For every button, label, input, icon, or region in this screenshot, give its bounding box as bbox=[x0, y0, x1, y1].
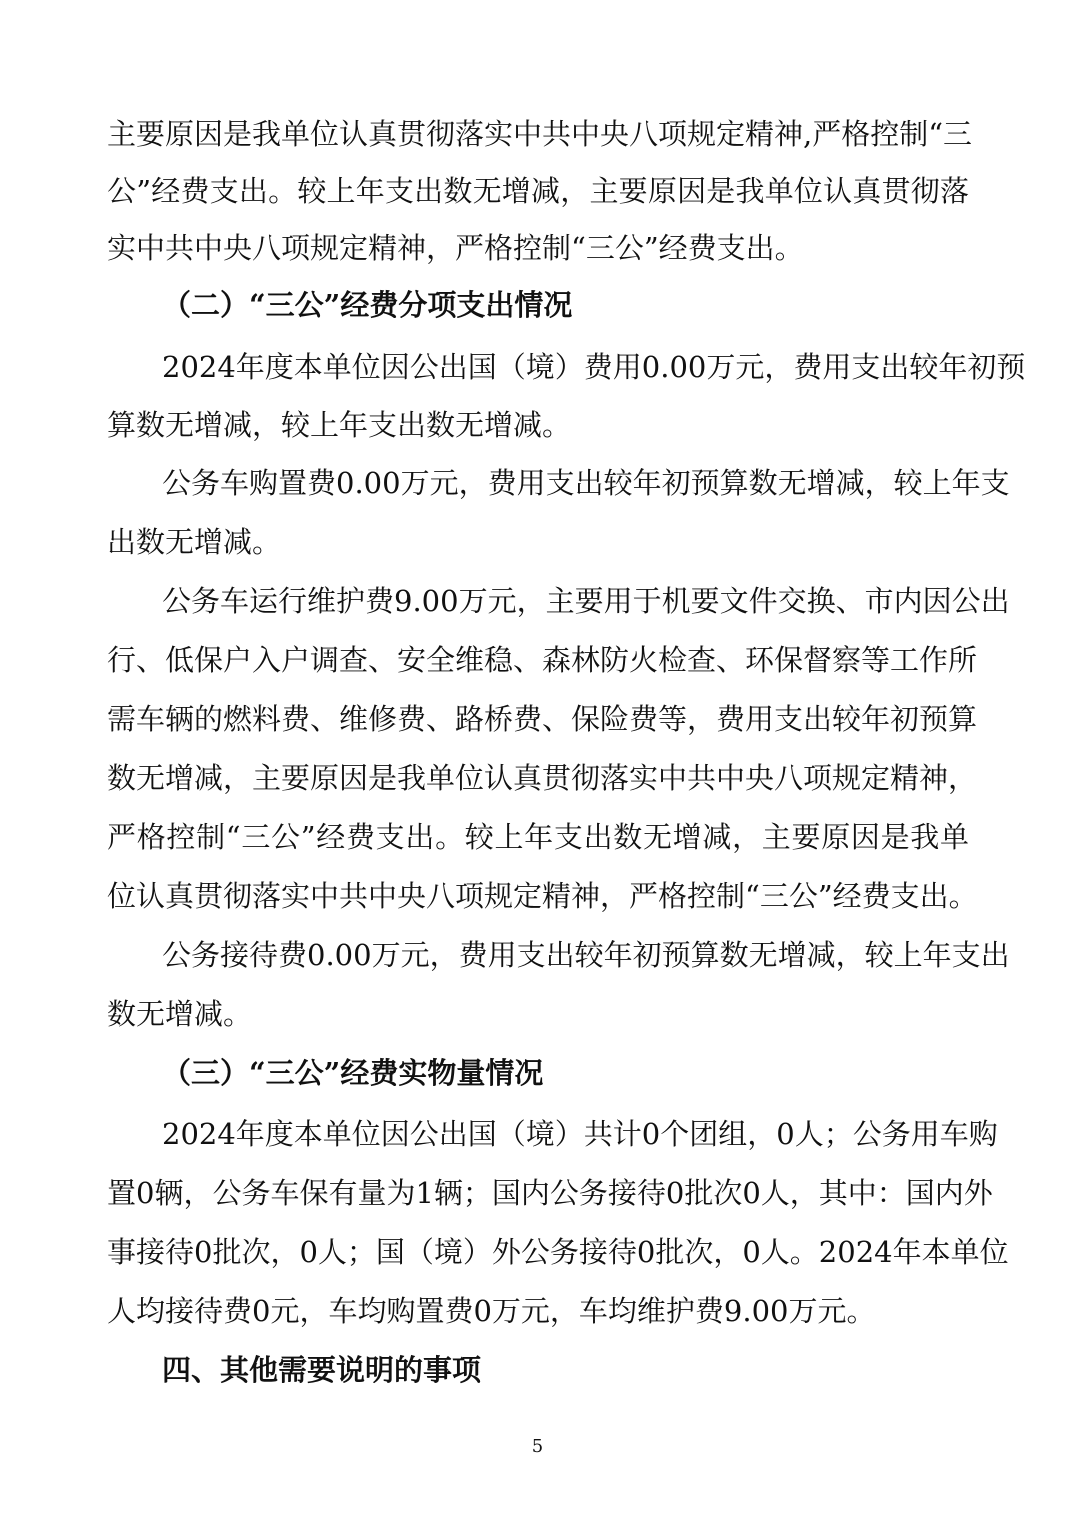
paragraph-line: 公务车购置费0.00万元，费用支出较年初预算数无增减，较上年支 bbox=[162, 466, 1010, 500]
paragraph-line: 行、低保户入户调查、安全维稳、森林防火检查、环保督察等工作所 bbox=[107, 643, 978, 677]
page-number: 5 bbox=[531, 1436, 544, 1457]
paragraph-line: 置0辆，公务车保有量为1辆；国内公务接待0批次0人，其中：国内外 bbox=[107, 1176, 993, 1210]
paragraph-line: 严格控制“三公”经费支出。较上年支出数无增减，主要原因是我单 bbox=[107, 820, 969, 854]
section-heading: 四、其他需要说明的事项 bbox=[162, 1353, 482, 1387]
paragraph-line: 2024年度本单位因公出国（境）费用0.00万元，费用支出较年初预 bbox=[162, 350, 1026, 384]
section-heading: （二）“三公”经费分项支出情况 bbox=[162, 288, 573, 322]
paragraph-line: 公务车运行维护费9.00万元，主要用于机要文件交换、市内因公出 bbox=[162, 584, 1010, 618]
paragraph-line: 数无增减，主要原因是我单位认真贯彻落实中共中央八项规定精神， bbox=[107, 761, 978, 795]
paragraph-line: 主要原因是我单位认真贯彻落实中共中央八项规定精神,严格控制“三 bbox=[107, 117, 973, 151]
paragraph-line: 公务接待费0.00万元，费用支出较年初预算数无增减，较上年支出 bbox=[162, 938, 1010, 972]
paragraph-line: 位认真贯彻落实中共中央八项规定精神，严格控制“三公”经费支出。 bbox=[107, 879, 978, 913]
paragraph-line: 2024年度本单位因公出国（境）共计0个团组，0人；公务用车购 bbox=[162, 1117, 998, 1151]
paragraph-line: 公”经费支出。较上年支出数无增减，主要原因是我单位认真贯彻落 bbox=[107, 174, 969, 208]
paragraph-line: 数无增减。 bbox=[107, 997, 253, 1031]
paragraph-line: 人均接待费0元，车均购置费0万元，车均维护费9.00万元。 bbox=[107, 1294, 876, 1328]
paragraph-line: 实中共中央八项规定精神，严格控制“三公”经费支出。 bbox=[107, 231, 804, 265]
paragraph-line: 需车辆的燃料费、维修费、路桥费、保险费等，费用支出较年初预算 bbox=[107, 702, 978, 736]
paragraph-line: 算数无增减，较上年支出数无增减。 bbox=[107, 408, 572, 442]
paragraph-line: 事接待0批次，0人；国（境）外公务接待0批次，0人。2024年本单位 bbox=[107, 1235, 1009, 1269]
paragraph-line: 出数无增减。 bbox=[107, 525, 282, 559]
section-heading: （三）“三公”经费实物量情况 bbox=[162, 1056, 544, 1090]
